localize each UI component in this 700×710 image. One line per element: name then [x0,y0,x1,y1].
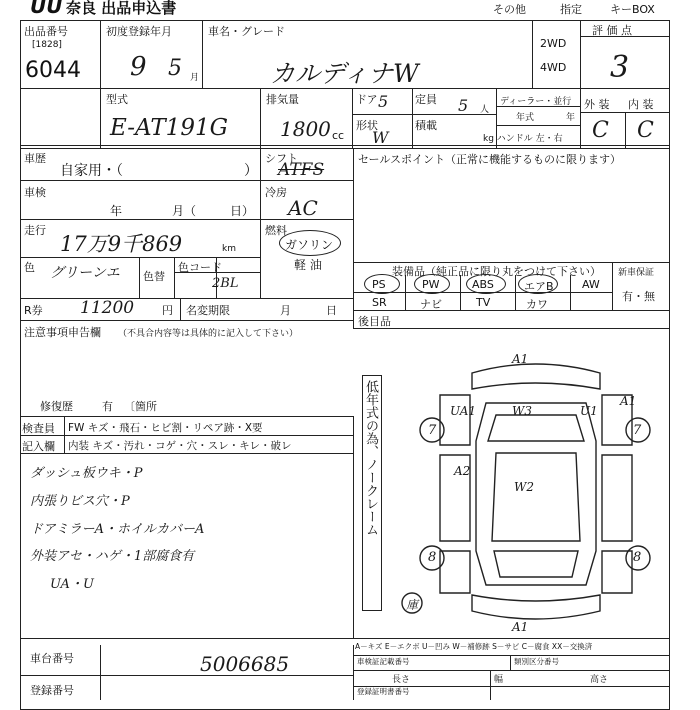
title-expiry-day: 日 [326,304,337,317]
car-damage-diagram [400,345,670,635]
grid-line [412,88,413,148]
grid-line [20,435,353,436]
mileage-label: 走行 [24,224,46,237]
interior-grade: C [637,118,654,143]
diagram-mark: A1 [512,352,529,366]
note-line: ドアミラーA・ホイルカバーA [30,522,205,537]
shift-value: ATFS [278,160,325,180]
length-label: 長さ [392,675,411,685]
grid-line [260,148,261,298]
fw-row: FW キズ・飛石・ヒビ割・リペア跡・X要 [68,422,263,434]
body-shape-label: 形状 [356,119,378,132]
grid-line [174,257,175,298]
grid-line [353,416,354,638]
width-label: 幅 [494,675,504,685]
grid-line [20,416,353,417]
eval-score-value: 3 [610,50,630,85]
diagram-mark: 8 [633,550,642,565]
capacity-label: 定員 [415,93,437,106]
evaluation-label: 評 価 点 [592,24,632,37]
equip-aw: AW [582,278,600,291]
fuel-gasoline-circle [279,230,341,256]
km-unit: km [222,244,236,254]
diagram-mark: A2 [454,464,471,478]
fuel-diesel: 軽 油 [294,258,322,272]
reg-history-close: ） [244,163,258,179]
diagram-mark: 7 [633,423,642,438]
grid-line [625,112,626,148]
grid-line [353,328,670,329]
shift-label: シフト [265,152,298,165]
entry-field-label: 記入欄 [22,440,55,453]
repair-yes: 有 [102,400,113,413]
note-line: UA・U [50,577,94,592]
reg-year-value: 9 [130,52,147,82]
equip-circle [364,274,400,294]
note-line: 内張りビス穴・P [30,494,130,509]
repair-history-label: 修復歴 [40,400,73,413]
grid-line [490,670,491,700]
grid-line [612,262,613,310]
diagram-mark: U1 [580,404,598,418]
grid-line [353,310,670,311]
lot-sub: [1828] [32,40,62,50]
exterior-grade: C [592,118,609,143]
inspection-label: 車検 [24,186,46,199]
car-name-label: 車名・グレード [208,25,285,38]
grid-line [352,114,496,115]
doors-label: ドア [356,93,378,106]
title-expiry-label: 名変期限 [186,304,230,317]
equip-tv: TV [476,296,491,309]
grid-line [180,298,181,320]
lot-number-value: 6044 [25,58,81,83]
cc-unit: cc [332,129,345,142]
grid-line [20,298,353,299]
capacity-value: 5 [458,96,469,115]
header-key-box: キーBOX [610,3,655,16]
reg-history-label: 車歴 [24,152,46,165]
height-label: 高さ [590,675,609,685]
inspector-label: 検査員 [22,422,55,435]
grid-line [20,320,353,321]
equip-circle [466,274,506,294]
grid-line [260,88,261,148]
grid-line [100,645,101,700]
equip-ps: PS [372,278,386,291]
grid-line [20,145,670,146]
grid-line [20,180,353,181]
reg-month-value: 5 [168,56,182,81]
load-label: 積載 [415,119,437,132]
note-line: 外装アセ・ハゲ・1部腐食有 [30,549,195,564]
reg-history-text: 自家用・（ [60,163,123,179]
exterior-label: 外 装 [584,98,610,111]
equipment-label: 装備品（純正品に限り丸をつけて下さい） [392,265,601,278]
mileage-value: 17万9千869 [60,232,183,256]
grid-line [353,670,670,671]
ac-label: 冷房 [265,186,287,199]
four-wd-label: 4WD [540,61,567,74]
reg-record-ref: 車検証記載番号 [357,657,410,666]
two-wd-label: 2WD [540,37,567,50]
grid-line [496,125,580,126]
yen-unit: 円 [162,304,173,317]
interior-row: 内装 キズ・汚れ・コゲ・穴・スレ・キレ・破レ [68,440,292,452]
first-reg-label: 初度登録年月 [106,25,172,38]
equip-circle [414,274,450,294]
recycle-value: 11200 [80,298,135,318]
diagram-mark: 7 [428,423,437,438]
reg-cert-label: 登録証明書番号 [357,687,410,696]
grid-line [352,88,353,148]
model-year-unit: 年 [566,113,576,123]
equip-airbag: エアB [524,280,554,293]
new-car-warranty-label: 新車保証 [618,268,655,278]
interior-label: 内 装 [628,98,654,111]
car-name-value: カルディナW [270,59,419,88]
dealer-label: ディーラー・並行 [500,97,572,107]
grid-line [20,675,353,676]
registration-number-label: 登録番号 [30,684,74,697]
diagram-mark: W2 [514,480,534,494]
diagram-mark: 8 [428,550,437,565]
displacement-value: 1800 [280,117,331,141]
damage-legend: A－キズ E－エクボ U－凹み W－補修跡 S－サビ C－腐食 XX－交換済 [355,642,593,651]
diagram-mark: A1 [620,394,637,408]
handle-label: kg ハンドル 左・右 [483,134,563,144]
grid-line [202,20,203,88]
model-code-value: E-AT191G [110,115,228,141]
fuel-gasoline: ガソリン [285,238,334,252]
body-shape-value: W [372,128,389,147]
form-title: 奈良 出品申込書 [66,0,177,17]
equip-leather: カワ [526,298,548,311]
grid-line [20,453,353,454]
rear-seat-label: 後目品 [358,315,391,328]
equip-abs: ABS [472,278,494,291]
equip-sr: SR [372,296,387,309]
color-value: グリーンエ [50,265,120,281]
fuel-label: 燃料 [265,224,287,237]
inspection-day: 日） [230,204,255,218]
color-code-label: 色コード [178,261,222,274]
sales-point-label: セールスポイント（正常に機能するものに限ります） [358,153,622,166]
grid-line [580,20,581,148]
equip-navi: ナビ [420,298,442,311]
grid-line [353,645,354,700]
grid-line [510,655,511,670]
model-code-label: 型式 [106,93,128,106]
grid-line [532,20,533,88]
inspection-month: 月（ [172,204,197,218]
month-unit: 月 [190,73,200,83]
note-line: ダッシュ板ウキ・P [30,466,143,481]
disclaimer-text: 低年式の為、ノークレーム [363,380,378,536]
displacement-label: 排気量 [266,93,299,106]
model-year-label: 年式 [516,113,535,123]
notes-label: 注意事項申告欄 [24,326,101,339]
diagram-mark: A1 [512,620,529,634]
diagram-mark: UA1 [450,404,477,418]
new-car-warranty-value: 有・無 [622,290,655,303]
chassis-number-label: 車台番号 [30,652,74,665]
grid-line [20,148,670,149]
grid-line [64,416,65,453]
designation-no: 類別区分番号 [514,657,559,666]
capacity-unit: 人 [480,105,490,115]
grid-line [580,112,670,113]
notes-hint: （不具合内容等は具体的に記入して下さい） [118,329,299,339]
repair-location: 〔箇所 [124,400,157,413]
diagram-mark: W3 [512,404,532,418]
header-other: その他 [493,3,526,16]
grid-line [20,638,670,639]
inspection-year: 年 [110,204,123,218]
title-expiry-month: 月 [280,304,291,317]
color-swap-label: 色替 [143,270,165,283]
color-code-value: 2BL [212,276,239,291]
recycle-label: R券 [24,304,43,317]
grid-line [139,257,140,298]
lot-number-label: 出品番号 [24,25,68,38]
grid-line [353,148,354,328]
chassis-number-value: 5006685 [200,652,290,676]
doors-value: 5 [378,92,389,111]
equip-circle [518,274,558,294]
equip-pw: PW [422,278,440,291]
header-designation: 指定 [560,3,582,16]
color-label: 色 [24,261,35,274]
grid-line [100,20,101,148]
ac-value: AC [288,196,318,220]
brand-logo: UU [30,0,63,18]
diagram-mark: 庫 [406,598,419,612]
